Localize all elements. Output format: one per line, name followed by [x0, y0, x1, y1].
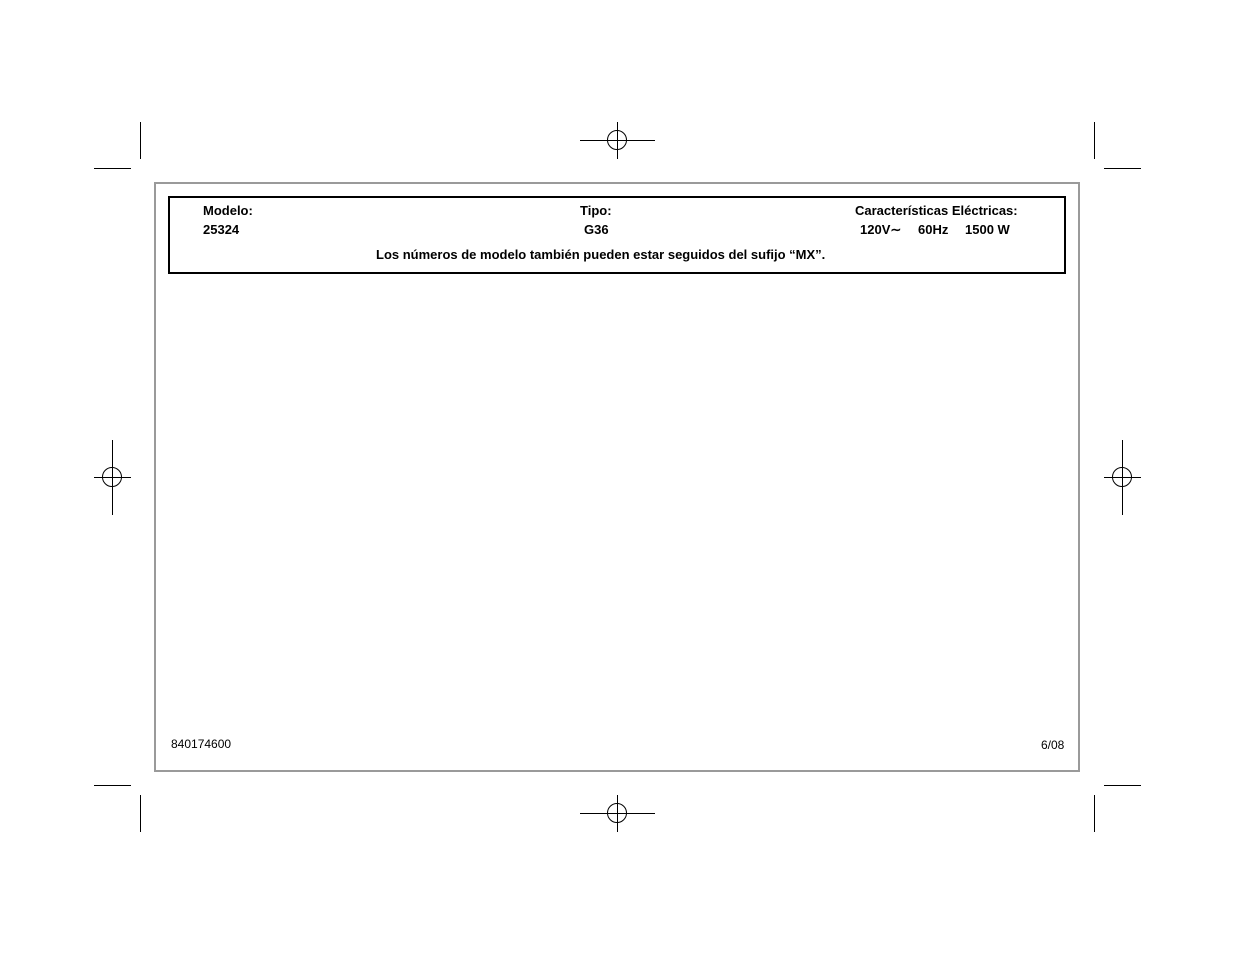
crop-mark	[94, 785, 131, 786]
type-value: G36	[584, 222, 609, 237]
crop-mark	[1104, 168, 1141, 169]
crop-mark	[1094, 122, 1095, 159]
type-label: Tipo:	[580, 203, 612, 218]
suffix-note: Los números de modelo también pueden estar seguidos del sufijo “MX”.	[376, 247, 826, 262]
part-number: 840174600	[171, 737, 232, 751]
crop-mark	[1104, 785, 1141, 786]
registration-mark-circle	[607, 130, 627, 150]
registration-mark-circle	[1112, 467, 1132, 487]
model-label: Modelo:	[203, 203, 253, 218]
crop-mark	[1094, 795, 1095, 832]
crop-mark	[140, 795, 141, 832]
electrical-label: Características Eléctricas:	[855, 203, 1018, 218]
registration-mark-circle	[102, 467, 122, 487]
registration-mark-circle	[607, 803, 627, 823]
power-value: 1500 W	[965, 222, 1010, 237]
crop-mark	[94, 168, 131, 169]
frequency-value: 60Hz	[918, 222, 949, 237]
model-value: 25324	[203, 222, 240, 237]
date-code: 6/08	[1041, 738, 1065, 752]
crop-mark	[140, 122, 141, 159]
voltage-value: 120V∼	[860, 222, 902, 237]
